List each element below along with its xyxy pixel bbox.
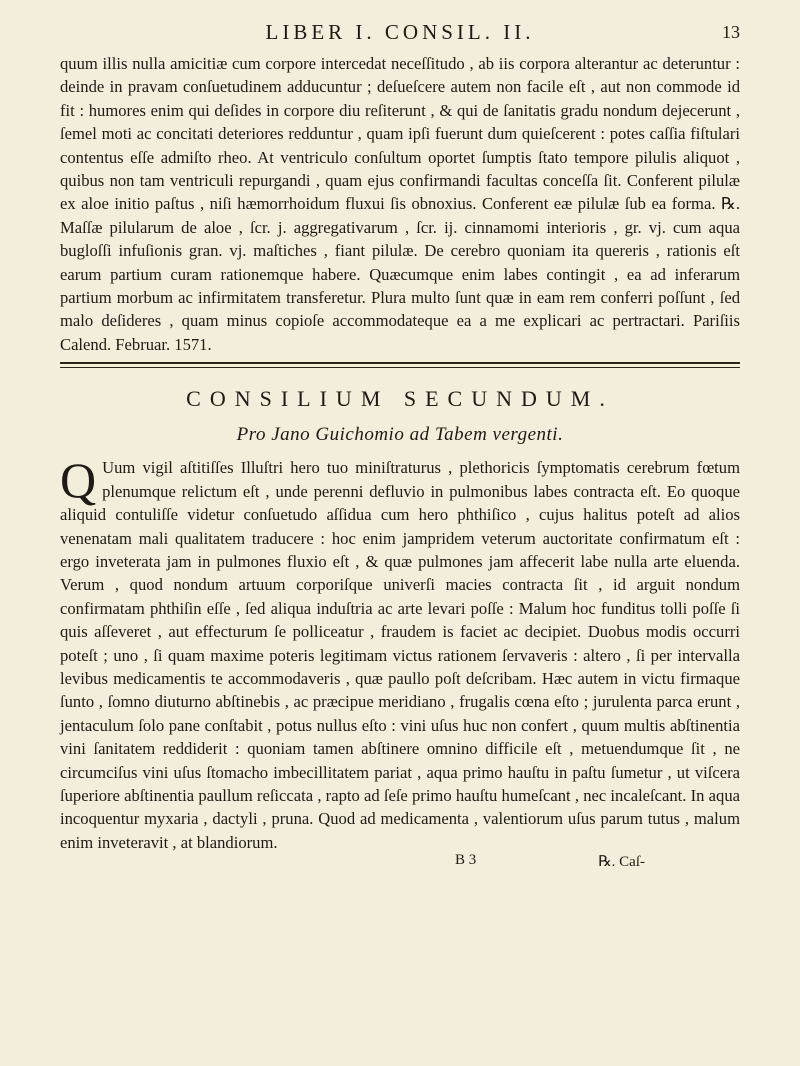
running-title: LIBER I. CONSIL. II.: [265, 20, 535, 44]
footer-line: [60, 854, 740, 876]
catchword: ℞. Caſ-: [598, 854, 645, 871]
section-heading: CONSILIUM SECUNDUM.: [186, 386, 614, 412]
continuation-paragraph: quum illis nulla amicitiæ cum corpore intercedat neceſſitudo , ab iis corpora alterantur ac deteruntur : deinde in pravam conſuetudinem adducuntur ; deſueſcere autem non facile eſt , aut non commode id fit : humores enim qui deſides in corpore diu reſiterunt , & qui de ſanitatis gradu nondum dejecerunt , ſemel moti ac concitati deteriores redduntur , quam ipſi fuerunt dum quieſcerent : potes caſſia fiſtulari contentus eſſe admiſto rheo. At ventriculo conſultum oportet ſumptis ſtato tempore pilulis aliquot , quibus non tam ventriculi repurgandi , quam ejus confirmandi facultas conceſſa ſit. Conferent pilulæ ex aloe initio paſtus , niſi hæmorrhoidum fluxui ſis obnoxius. Conferent eæ pilulæ ſub ea forma. ℞. Maſſæ pilularum de aloe , ſcr. j. aggregativarum , ſcr. ij. cinnamomi interioris , gr. vj. cum aqua bugloſſi infuſionis gran. vj. maſtiches , fiant pilulæ. De cerebro quoniam ita quereris , rationis eſt earum partium curam rationemque habere. Quæcumque enim labes contingit , ea ad inferarum partium morbum ac infirmitatem transferetur. Plura multo ſunt quæ in eam rem conferri poſſunt , ſed malo deſideres , quam minus copioſe accommodateque ea a me explicari ac pertractari. Pariſiis Calend. Februar. 1571.: [60, 54, 740, 354]
section-body: QUum vigil aſtitiſſes Illuſtri hero tuo miniſtraturus , plethoricis ſymptomatis cerebrum fœtum plenumque relictum eſt , unde perenni defluvio in pulmonibus labes contracta eſt. Eo quoque aliquid contuliſſe videtur conſuetudo aſſidua cum hero phthiſico , cujus halitus poteſt ad alios venenatam mali qualitatem traducere : hoc enim jampridem veterum auctoritate confirmatum eſt : ergo inveterata jam in pulmones fluxio eſt , & quæ pulmones jam affecerit labe nulla arte eluenda. Verum , quod nondum artuum corporiſque univerſi macies contracta ſit , id arguit nondum confirmatam phthiſin eſſe , ſed aliqua induſtria ac arte levari poſſe : Malum hoc funditus tolli poſſe ſi quis aſſeveret , aut effecturum ſe polliceatur , fraudem is faciet ac decipiet. Duobus modis occurri poteſt ; uno , ſi quam maxime poteris legitimam victus rationem ſervaveris : altero , ſi per intervalla levibus medicamentis te accommodaveris , quæ paullo poſt deſcribam. Hæc autem in victu firmaque ſunto , ſomno diuturno abſtinebis , ac præcipue meridiano , frugalis cœna eſto ; jurulenta parca erunt , jentaculum ſolo pane conſtabit , potus nullus eſto : vini uſus huc non confert , quum multis abſtinentia vini ſanitatem reddiderit : quoniam tamen abſtinere omnino difficile eſt , metuendumque ſit , ne circumciſus vini uſus ſtomacho imbecillitatem pariat , aqua primo hauſtu in paſtu ſumetur , ut viſcera ſuperiore abſtinentia paullum reſiccata , rapto ad ſeſe primo hauſtu humeſcant , nec incaleſcant. In aqua incoquentur myxaria , dactyli , pruna. Quod ad medicamenta , valentiorum uſus parum tutus , malum enim inveteravit , at blandiorum.: [60, 452, 740, 852]
section-subtitle: Pro Jano Guichomio ad Tabem vergenti.: [236, 424, 564, 446]
signature-mark: B 3: [455, 852, 477, 869]
section-divider: [60, 362, 740, 368]
page-number: 13: [722, 22, 740, 42]
running-head: [60, 18, 740, 52]
